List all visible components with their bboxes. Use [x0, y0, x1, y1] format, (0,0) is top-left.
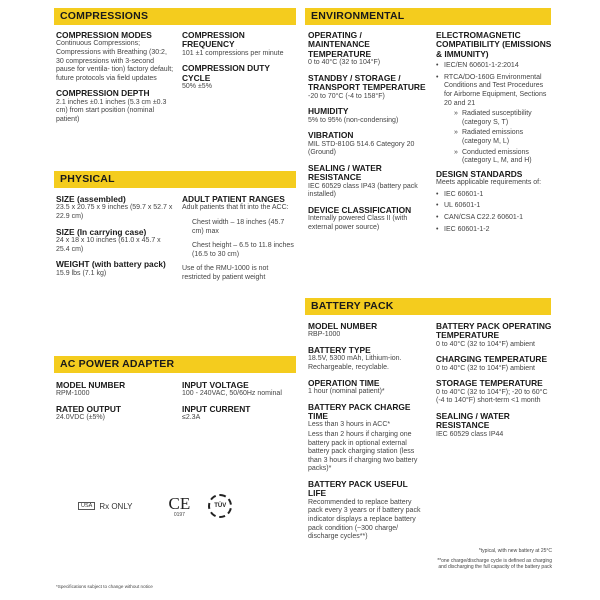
rx-only-label: Rx ONLY [99, 501, 133, 511]
useful-life-text: Recommended to replace battery pack every 3 years or if battery pack indicator displays a replace battery pack condition (~300 charge/ discharge cycles**) [308, 498, 421, 541]
patient-ranges-title: ADULT PATIENT RANGES [182, 194, 285, 204]
charge-time-text-1: Less than 3 hours in ACC* [308, 421, 391, 429]
battery-note-1: *typical, with new battery at 25°C [478, 548, 552, 554]
input-voltage-title: INPUT VOLTAGE [182, 380, 249, 390]
battery-model-title: MODEL NUMBER [308, 321, 378, 331]
certification-logos [78, 494, 278, 518]
physical-header: PHYSICAL [54, 171, 296, 188]
environmental-left-column [308, 31, 426, 238]
emc-subitem: » Radiated susceptibility (category S, T) [454, 110, 552, 127]
battery-sealing-title: SEALING / WATER RESISTANCE [436, 411, 510, 431]
sealing-text: IEC 60529 class IP43 (battery pack installed) [308, 182, 418, 199]
tuv-logo-text: TÜV [214, 503, 227, 509]
compressions-left-column [56, 31, 174, 131]
input-voltage-text: 100 - 240VAC, 50/60Hz nominal [182, 390, 282, 398]
design-standard-item: • CAN/CSA C22.2 60601-1 [436, 214, 552, 223]
rated-output-title: RATED OUTPUT [56, 404, 121, 414]
emc-list [436, 62, 552, 166]
vibration-text: MIL STD-810G 514.6 Category 20 (Ground) [308, 140, 415, 157]
storage-temp-text: 0 to 40°C (32 to 104°F); -20 to 60°C (-4 to 140°F) short-term <1 month [436, 388, 548, 405]
battery-type-text: 18.5V, 5300 mAh, Lithium-ion. Rechargeable, recyclable. [308, 355, 402, 371]
environmental-header: ENVIRONMENTAL [305, 8, 551, 25]
compression-frequency-title: COMPRESSION FREQUENCY [182, 30, 245, 50]
compression-modes-title: COMPRESSION MODES [56, 30, 152, 40]
operation-time-text: 1 hour (nominal patient)* [308, 388, 385, 395]
size-case-text: 24 x 18 x 10 inches (61.0 x 45.7 x 25.4 cm) [56, 237, 161, 253]
battery-type-title: BATTERY TYPE [308, 345, 371, 355]
operating-temp-title: OPERATING / MAINTENANCE TEMPERATURE [308, 30, 372, 59]
weight-title: WEIGHT (with battery pack) [56, 259, 166, 270]
humidity-text: 5% to 95% (non-condensing) [308, 116, 399, 124]
physical-left-column [56, 195, 174, 284]
design-standards-text: Meets applicable requirements of: [436, 179, 542, 187]
specifications-footnote: *Specifications subject to change without notice [56, 584, 153, 589]
useful-life-title: BATTERY PACK USEFUL LIFE [308, 478, 408, 499]
ce-mark [169, 495, 191, 518]
ce-number: 0197 [173, 511, 185, 518]
ce-logo-text: CE [168, 493, 191, 513]
compression-modes-text: Continuous Compressions; Compressions with Breathing (30:2, 30 compressions with 3-second pause for ventila- tion) factory default; future protocols via field updates [56, 40, 174, 82]
battery-left-column [308, 322, 426, 548]
battery-operating-temp-text: 0 to 40°C (32 to 104°F) ambient [436, 340, 535, 348]
adapter-model-text: RPM-1000 [56, 390, 90, 398]
charging-temp-text: 0 to 40°C (32 to 104°F) ambient [436, 364, 535, 372]
compressions-right-column [182, 31, 296, 98]
standby-temp-text: -20 to 70°C (-4 to 158°F) [308, 92, 385, 100]
charging-temp-title: CHARGING TEMPERATURE [436, 354, 548, 365]
emc-sublist [454, 110, 552, 166]
battery-operating-temp-title: BATTERY PACK OPERATING TEMPERATURE [436, 321, 552, 341]
storage-temp-title: STORAGE TEMPERATURE [436, 378, 543, 389]
device-classification-title: DEVICE CLASSIFICATION [308, 204, 412, 215]
input-current-title: INPUT CURRENT [182, 404, 251, 414]
battery-header: BATTERY PACK [305, 298, 551, 315]
sealing-title: SEALING / WATER RESISTANCE [308, 162, 382, 183]
chest-width-text: Chest width – 18 inches (45.7 cm) max [192, 219, 285, 235]
emc-title: ELECTROMAGNETIC COMPATIBILITY (EMISSIONS & IMMUNITY) [436, 30, 552, 59]
usa-mark: USA [78, 502, 95, 510]
size-case-title: SIZE (In carrying case) [56, 226, 147, 237]
design-standard-item: • IEC 60601-1 [436, 191, 552, 200]
ac-adapter-right-column [182, 381, 296, 429]
ac-adapter-left-column [56, 381, 174, 429]
environmental-right-column [436, 31, 552, 237]
design-standards-list [436, 191, 552, 234]
input-current-text: ≤2.3A [182, 414, 201, 422]
battery-note-2: **one charge/discharge cycle is defined as charging and discharging the full capacity of the battery pack [437, 558, 552, 570]
standby-temp-title: STANDBY / STORAGE / TRANSPORT TEMPERATURE [308, 72, 426, 93]
compression-duty-title: COMPRESSION DUTY CYCLE [182, 63, 270, 83]
battery-sealing-text: IEC 60529 class IP44 [436, 430, 504, 438]
device-classification-text: Internally powered Class II (with external power source) [308, 215, 408, 231]
size-title: SIZE (assembled) [56, 194, 126, 204]
emc-subitem: » Conducted emissions (category L, M, and H) [454, 149, 552, 166]
vibration-title: VIBRATION [308, 130, 354, 141]
patient-ranges-text: Adult patients that fit into the ACC: [182, 204, 289, 212]
rated-output-text: 24.0VDC (±5%) [56, 414, 105, 422]
ac-adapter-header: AC POWER ADAPTER [54, 356, 296, 373]
charge-time-title: BATTERY PACK CHARGE TIME [308, 401, 411, 421]
design-standard-item: • IEC 60601-1-2 [436, 226, 552, 235]
battery-footnotes [436, 548, 552, 570]
chest-height-text: Chest height – 6.5 to 11.8 inches (16.5 to 30 cm) [192, 242, 294, 258]
compression-duty-text: 50% ±5% [182, 83, 212, 91]
operating-temp-text: 0 to 40°C (32 to 104°F) [308, 59, 381, 67]
design-standards-title: DESIGN STANDARDS [436, 168, 523, 179]
emc-item: • IEC/EN 60601-1-2:2014 [436, 62, 552, 71]
battery-model-text: RBP-1000 [308, 331, 341, 339]
compression-frequency-text: 101 ±1 compressions per minute [182, 49, 284, 57]
size-text: 23.5 x 20.75 x 9 inches (59.7 x 52.7 x 22.9 cm) [56, 204, 173, 220]
design-standard-item: • UL 60601-1 [436, 202, 552, 211]
adapter-model-title: MODEL NUMBER [56, 380, 126, 390]
use-note-text: Use of the RMU-1000 is not restricted by patient weight [182, 265, 269, 281]
operation-time-title: OPERATION TIME [308, 377, 380, 388]
physical-right-column [182, 195, 296, 289]
compression-depth-title: COMPRESSION DEPTH [56, 88, 150, 99]
emc-item-text: RTCA/DO-160G Environmental Conditions and Test Procedures for Airborne Equipment, Sections 20 and 21 [444, 73, 547, 107]
humidity-title: HUMIDITY [308, 106, 349, 117]
compressions-header: COMPRESSIONS [54, 8, 296, 25]
charge-time-text-2: Less than 2 hours if charging one battery pack in optional external battery pack charging station (less than 3 hours if charging two battery packs)* [308, 431, 418, 473]
tuv-logo-icon [208, 494, 232, 518]
emc-item [436, 74, 552, 166]
compression-depth-text: 2.1 inches ±0.1 inches (5.3 cm ±0.3 cm) from start position (nominal patient) [56, 98, 167, 123]
weight-text: 15.9 lbs (7.1 kg) [56, 269, 107, 277]
battery-right-column [436, 322, 552, 445]
emc-subitem: » Radiated emissions (category M, L) [454, 129, 552, 146]
